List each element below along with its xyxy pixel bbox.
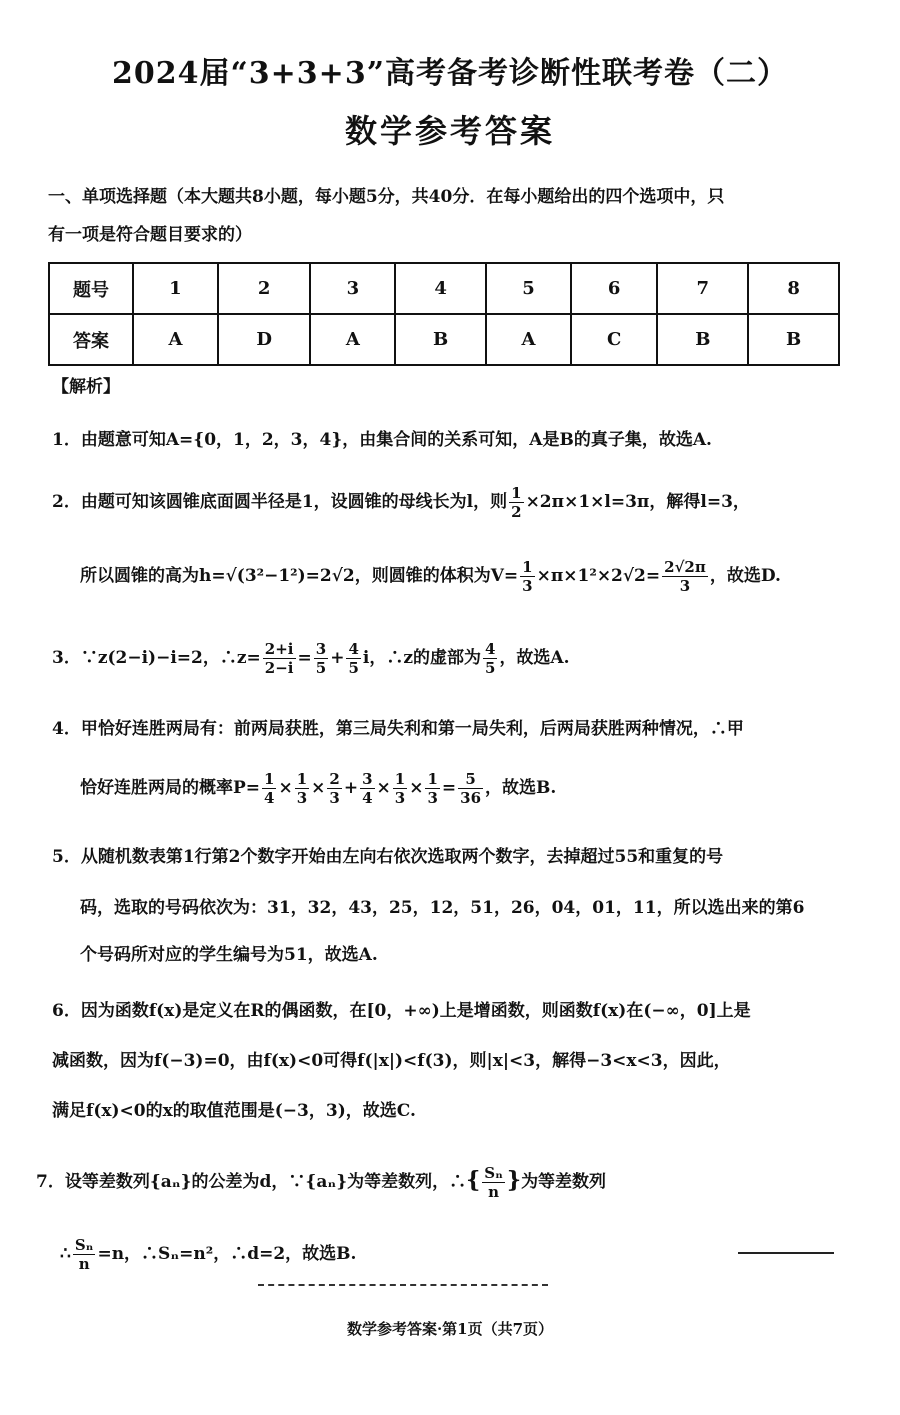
numerator: 2√2π (664, 558, 706, 576)
operator: × (278, 778, 293, 798)
numerator: 4 (348, 640, 359, 658)
text: ×2π×1×l=3π，解得l=3， (525, 492, 750, 512)
numerator: 2+i (264, 640, 294, 658)
text: ∴ (60, 1244, 71, 1264)
numerator: 1 (296, 770, 308, 788)
numerator: Sₙ (484, 1164, 503, 1182)
table-cell: 5 (486, 263, 571, 314)
text: ×π×1²×2√2= (536, 566, 661, 586)
table-cell: 4 (395, 263, 486, 314)
solution-5-line1: 5．从随机数表第1行第2个数字开始由左向右依次选取两个数字，去掉超过55和重复的号 (52, 847, 724, 867)
fraction (520, 558, 534, 595)
text: i，∴z的虚部为 (362, 648, 481, 668)
fraction (346, 640, 360, 677)
table-cell: B (657, 314, 748, 365)
numerator: 2 (329, 770, 340, 788)
text: + (330, 648, 345, 668)
table-cell: 6 (571, 263, 658, 314)
denominator: 3 (329, 789, 340, 807)
table-cell: 1 (133, 263, 218, 314)
text: 所以圆锥的高为h=√(3²−1²)=2√2，则圆锥的体积为V= (80, 566, 519, 586)
solution-5-line3: 个号码所对应的学生编号为51，故选A. (80, 945, 378, 965)
fraction (73, 1236, 96, 1273)
fraction (482, 1164, 505, 1201)
denominator: 3 (427, 789, 438, 807)
solution-4-line2 (80, 770, 870, 807)
text: 2．由题可知该圆锥底面圆半径是1，设圆锥的母线长为l，则 (52, 492, 508, 512)
operator: × (409, 778, 424, 798)
solution-7-line1 (36, 1164, 826, 1201)
solution-4-line1: 4．甲恰好连胜两局有：前两局获胜，第三局失利和第一局失利，后两局获胜两种情况，∴甲 (52, 719, 744, 739)
table-cell: 7 (657, 263, 748, 314)
table-cell: 2 (218, 263, 311, 314)
operator: = (441, 778, 457, 798)
table-row-answers (49, 314, 839, 365)
numerator: 3 (315, 640, 327, 658)
table-cell: A (310, 314, 395, 365)
denominator: 5 (315, 659, 327, 677)
dashed-divider (258, 1284, 548, 1286)
denominator: 4 (264, 789, 275, 807)
fraction (425, 770, 439, 807)
text: 7．设等差数列{aₙ}的公差为d，∵{aₙ}为等差数列，∴ (36, 1172, 467, 1192)
solution-6-line2: 减函数，因为f(−3)=0，由f(x)<0可得f(|x|)<f(3)，则|x|<3，解得−3<x<3，因此， (52, 1051, 731, 1071)
denominator: n (78, 1255, 90, 1273)
table-cell: A (486, 314, 571, 365)
text: =n，∴Sₙ=n²，∴d=2，故选B. (97, 1244, 357, 1264)
denominator: 4 (362, 789, 373, 807)
denominator: 2 (511, 503, 522, 521)
table-cell: B (395, 314, 486, 365)
solution-5-line2: 码，选取的号码依次为：31，32，43，25，12，51，26，04，01，11，所以选出来的第6 (80, 898, 805, 918)
fraction (327, 770, 341, 807)
denominator: 5 (485, 659, 496, 677)
fraction (295, 770, 309, 807)
text: 为等差数列 (521, 1172, 607, 1192)
page-subtitle: 数学参考答案 (344, 112, 555, 150)
solution-2-line2 (80, 558, 870, 595)
fraction (360, 770, 374, 807)
fraction (393, 770, 407, 807)
text: = (297, 648, 312, 668)
solution-6-line1: 6．因为函数f(x)是定义在R的偶函数，在[0，+∞)上是增函数，则函数f(x)在(−∞，0]上是 (52, 1001, 751, 1021)
table-cell: A (133, 314, 218, 365)
solution-2-line1 (52, 484, 842, 521)
denominator: 3 (296, 789, 308, 807)
text: 恰好连胜两局的概率P= (80, 778, 261, 798)
solution-3 (52, 640, 842, 677)
table-cell: B (748, 314, 839, 365)
fraction (458, 770, 483, 807)
text: ，故选A. (499, 648, 570, 668)
operator: × (311, 778, 326, 798)
table-cell: 3 (310, 263, 395, 314)
table-row-numbers (49, 263, 839, 314)
section-heading: 一、单项选择题（本大题共8小题，每小题5分，共40分．在每小题给出的四个选项中，只 (48, 187, 725, 207)
solution-6-line3: 满足f(x)<0的x的取值范围是(−3，3)，故选C. (52, 1101, 416, 1121)
answer-table (48, 262, 840, 366)
numerator: 1 (394, 770, 406, 788)
operator: + (343, 778, 359, 798)
row-label: 答案 (49, 314, 133, 365)
numerator: Sₙ (74, 1236, 94, 1254)
table-cell: C (571, 314, 658, 365)
numerator: 1 (522, 558, 533, 576)
row-label: 题号 (49, 263, 133, 314)
brace: { (466, 1167, 481, 1193)
blank-rule (738, 1252, 834, 1254)
fraction (314, 640, 328, 677)
numerator: 3 (362, 770, 373, 788)
numerator: 1 (427, 770, 438, 788)
denominator: 3 (679, 577, 691, 595)
denominator: 3 (394, 789, 406, 807)
page-footer: 数学参考答案·第1页（共7页） (346, 1320, 554, 1338)
fraction (263, 640, 296, 677)
solution-7-line2 (60, 1236, 850, 1273)
text: 3．∵z(2−i)−i=2，∴z= (52, 648, 261, 668)
numerator: 1 (511, 484, 522, 502)
operator: × (376, 778, 391, 798)
numerator: 4 (485, 640, 496, 658)
denominator: 36 (460, 789, 482, 807)
denominator: 5 (348, 659, 359, 677)
page-title: 2024届“3+3+3”高考备考诊断性联考卷（二） (112, 56, 788, 91)
brace: } (506, 1167, 522, 1193)
analysis-label: 【解析】 (52, 377, 120, 397)
table-cell: D (218, 314, 311, 365)
fraction (483, 640, 497, 677)
denominator: n (488, 1183, 500, 1201)
denominator: 2−i (264, 659, 294, 677)
fraction (509, 484, 523, 521)
text: ，故选B. (485, 778, 557, 798)
section-heading-cont: 有一项是符合题目要求的） (48, 225, 252, 245)
numerator: 5 (458, 770, 483, 789)
numerator: 1 (264, 770, 275, 788)
fraction (662, 558, 708, 595)
denominator: 3 (522, 577, 533, 595)
solution-1: 1．由题意可知A={0，1，2，3，4}，由集合间的关系可知，A是B的真子集，故选A. (52, 430, 712, 450)
text: ，故选D. (709, 566, 781, 586)
table-cell: 8 (748, 263, 839, 314)
fraction (262, 770, 276, 807)
